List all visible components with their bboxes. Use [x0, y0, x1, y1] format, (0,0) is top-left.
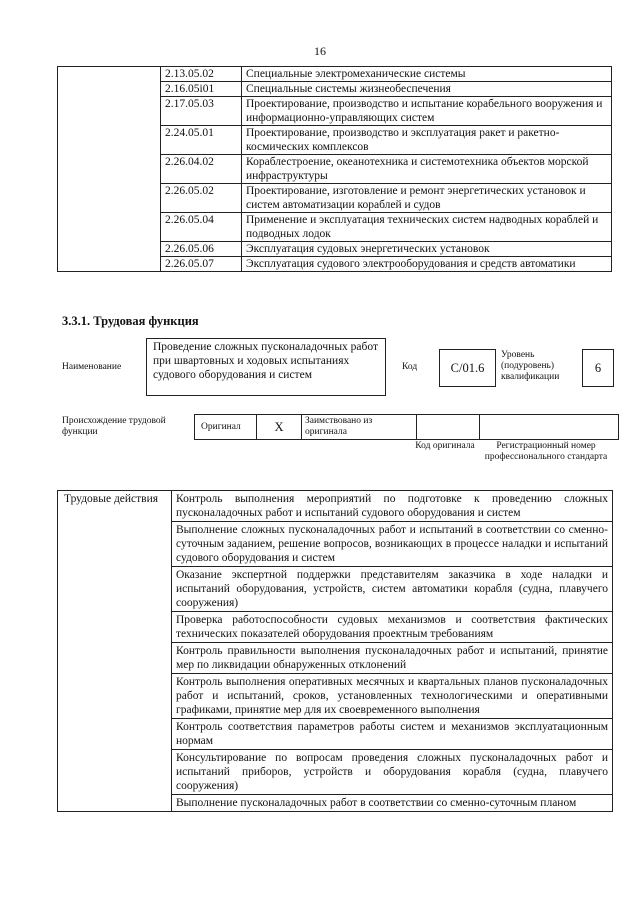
- function-code-box: C/01.6: [439, 349, 496, 387]
- original-label: Оригинал: [195, 415, 257, 440]
- specialty-code: 2.26.05.02: [161, 184, 242, 213]
- specialty-code: 2.26.05.07: [161, 257, 242, 272]
- labor-action-text: Выполнение пусконаладочных работ в соответствии со сменно-суточным планом: [172, 795, 613, 812]
- reg-number-caption: Регистрационный номер профессионального стандарта: [484, 441, 608, 462]
- specialty-row: [58, 67, 612, 82]
- specialty-blank-cell: [58, 67, 161, 272]
- labor-action-text: Проверка работоспособности судовых механизмов и соответствия фактических технических показателей оборудования проектным требованиям: [172, 612, 613, 643]
- specialty-name: Эксплуатация судовых энергетических установок: [242, 242, 612, 257]
- labor-actions-table: [57, 490, 613, 812]
- function-level-box: 6: [582, 349, 614, 387]
- labor-action-text: Выполнение сложных пусконаладочных работ и испытаний в соответствии со сменно-суточным заданием, решение вопросов, возникающих в процессе наладки и испытаний судового оборудования и систем: [172, 522, 613, 567]
- specialty-code: 2.24.05.01: [161, 126, 242, 155]
- specialty-name: Применение и эксплуатация технических систем надводных кораблей и подводных лодок: [242, 213, 612, 242]
- specialty-name: Проектирование, производство и испытание корабельного вооружения и информационно-управляющих систем: [242, 97, 612, 126]
- specialty-code: 2.17.05.03: [161, 97, 242, 126]
- section-title: 3.3.1. Трудовая функция: [62, 314, 199, 328]
- labor-action-text: Оказание экспертной поддержки представителям заказчика в ходе наладки и испытаний оборудования, устройств, систем автоматики корабля (судна, плавучего сооружения): [172, 567, 613, 612]
- original-code-caption: Код оригинала: [415, 441, 475, 451]
- labor-action-text: Контроль соответствия параметров работы систем и механизмов эксплуатационным нормам: [172, 719, 613, 750]
- labor-actions-label: Трудовые действия: [58, 491, 172, 812]
- specialty-name: Проектирование, производство и эксплуатация ракет и ракетно-космических комплексов: [242, 126, 612, 155]
- specialty-code: 2.26.05.04: [161, 213, 242, 242]
- specialty-name: Проектирование, изготовление и ремонт энергетических установок и систем автоматизации кораблей и судов: [242, 184, 612, 213]
- page-number: 16: [314, 44, 326, 58]
- origin-table: [194, 414, 619, 440]
- reg-number-cell: [480, 415, 619, 440]
- labor-action-text: Контроль правильности выполнения пусконаладочных работ и испытаний, принятие мер по ликвидации обнаруженных отклонений: [172, 643, 613, 674]
- level-label: Уровень (подуровень) квалификации: [501, 350, 560, 382]
- original-mark: X: [257, 415, 302, 440]
- labor-action-row: [58, 491, 613, 522]
- original-code-cell: [417, 415, 480, 440]
- specialty-name: Специальные электромеханические системы: [242, 67, 612, 82]
- specialty-code: 2.26.04.02: [161, 155, 242, 184]
- name-label: Наименование: [62, 362, 122, 372]
- specialty-name: Специальные системы жизнеобеспечения: [242, 82, 612, 97]
- borrowed-label: Заимствовано из оригинала: [302, 415, 417, 440]
- labor-action-text: Консультирование по вопросам проведения сложных пусконаладочных работ и испытаний приборов, устройств и оборудования корабля (судна, плавучего сооружения): [172, 750, 613, 795]
- specialty-name: Кораблестроение, океанотехника и системотехника объектов морской инфраструктуры: [242, 155, 612, 184]
- specialty-code: 2.16.05i01: [161, 82, 242, 97]
- labor-action-text: Контроль выполнения мероприятий по подготовке к проведению сложных пусконаладочных работ и испытаний судового оборудования и систем: [172, 491, 613, 522]
- specialty-name: Эксплуатация судового электрооборудования и средств автоматики: [242, 257, 612, 272]
- specialties-table: [57, 66, 612, 272]
- function-name-box: Проведение сложных пусконаладочных работ при швартовных и ходовых испытаниях судового оборудования и систем: [146, 338, 386, 396]
- specialty-code: 2.26.05.06: [161, 242, 242, 257]
- specialty-code: 2.13.05.02: [161, 67, 242, 82]
- origin-label: Происхождение трудовой функции: [62, 416, 166, 437]
- labor-action-text: Контроль выполнения оперативных месячных и квартальных планов пусконаладочных работ и испытаний, сроков, установленных технологическими и оперативными графиками, принятие мер для их своевременного выполнения: [172, 674, 613, 719]
- code-label: Код: [402, 362, 418, 372]
